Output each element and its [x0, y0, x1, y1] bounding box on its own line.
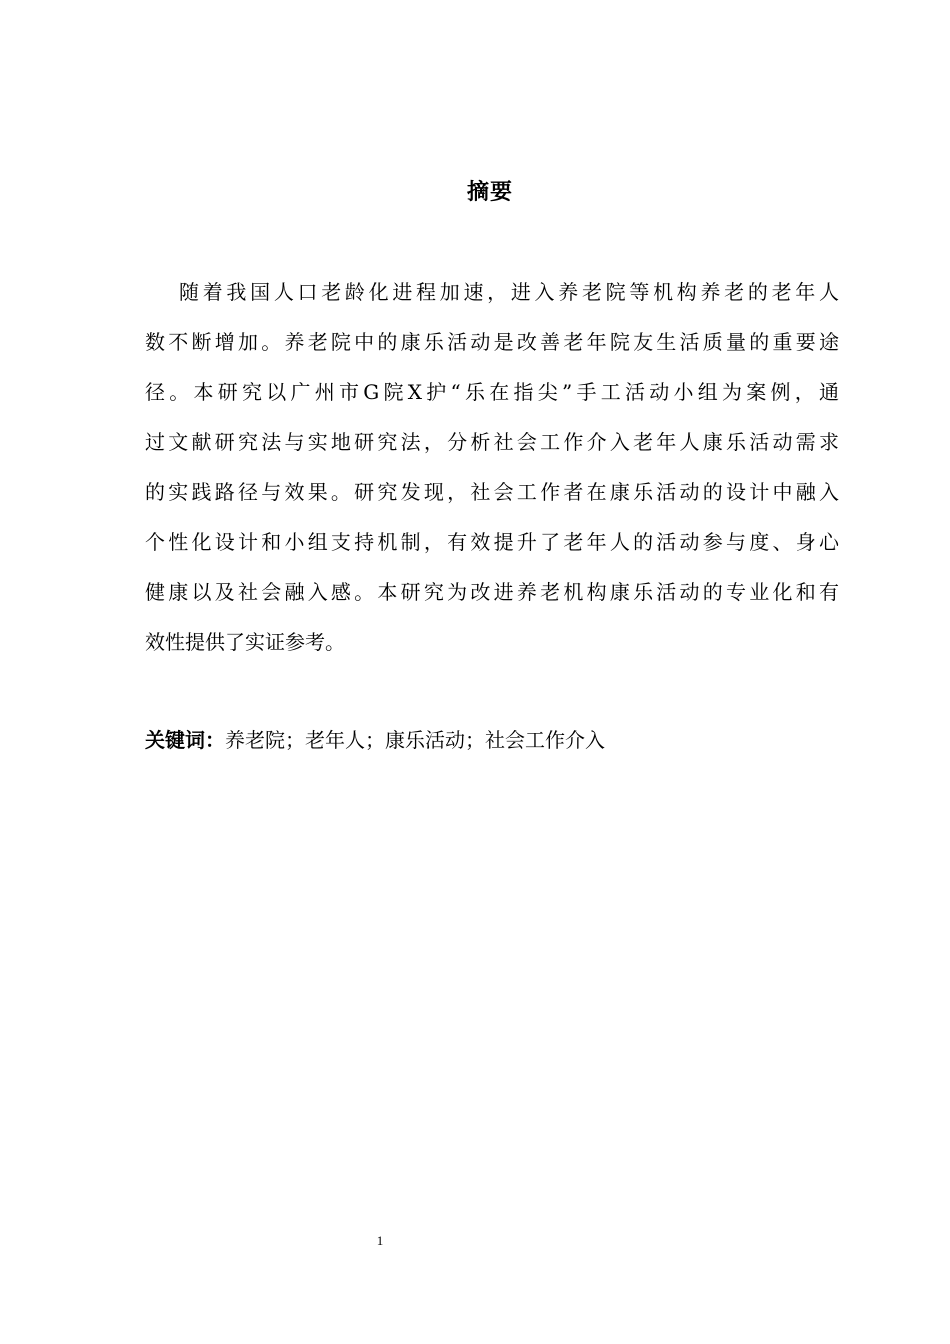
abstract-body	[145, 274, 839, 674]
abstract-line: 的实践路径与效果。研究发现，社会工作者在康乐活动的设计中融入	[145, 480, 839, 504]
abstract-line: 过文献研究法与实地研究法，分析社会工作介入老年人康乐活动需求	[145, 430, 839, 454]
page-number: 1	[376, 1233, 384, 1248]
abstract-line: 效性提供了实证参考。	[145, 630, 345, 654]
abstract-line: 健康以及社会融入感。本研究为改进养老机构康乐活动的专业化和有	[145, 580, 839, 604]
keywords-value: 养老院；老年人；康乐活动；社会工作介入	[225, 728, 605, 752]
abstract-line: 数不断增加。养老院中的康乐活动是改善老年院友生活质量的重要途	[145, 330, 839, 354]
abstract-title: 摘要	[466, 180, 513, 205]
keywords-label: 关键词：	[145, 728, 225, 752]
abstract-line: 随着我国人口老龄化进程加速，进入养老院等机构养老的老年人	[179, 280, 839, 304]
abstract-line: 径。本研究以广州市G院X护“乐在指尖”手工活动小组为案例，通	[145, 380, 839, 404]
keywords	[145, 722, 839, 761]
abstract-line: 个性化设计和小组支持机制，有效提升了老年人的活动参与度、身心	[145, 530, 839, 554]
